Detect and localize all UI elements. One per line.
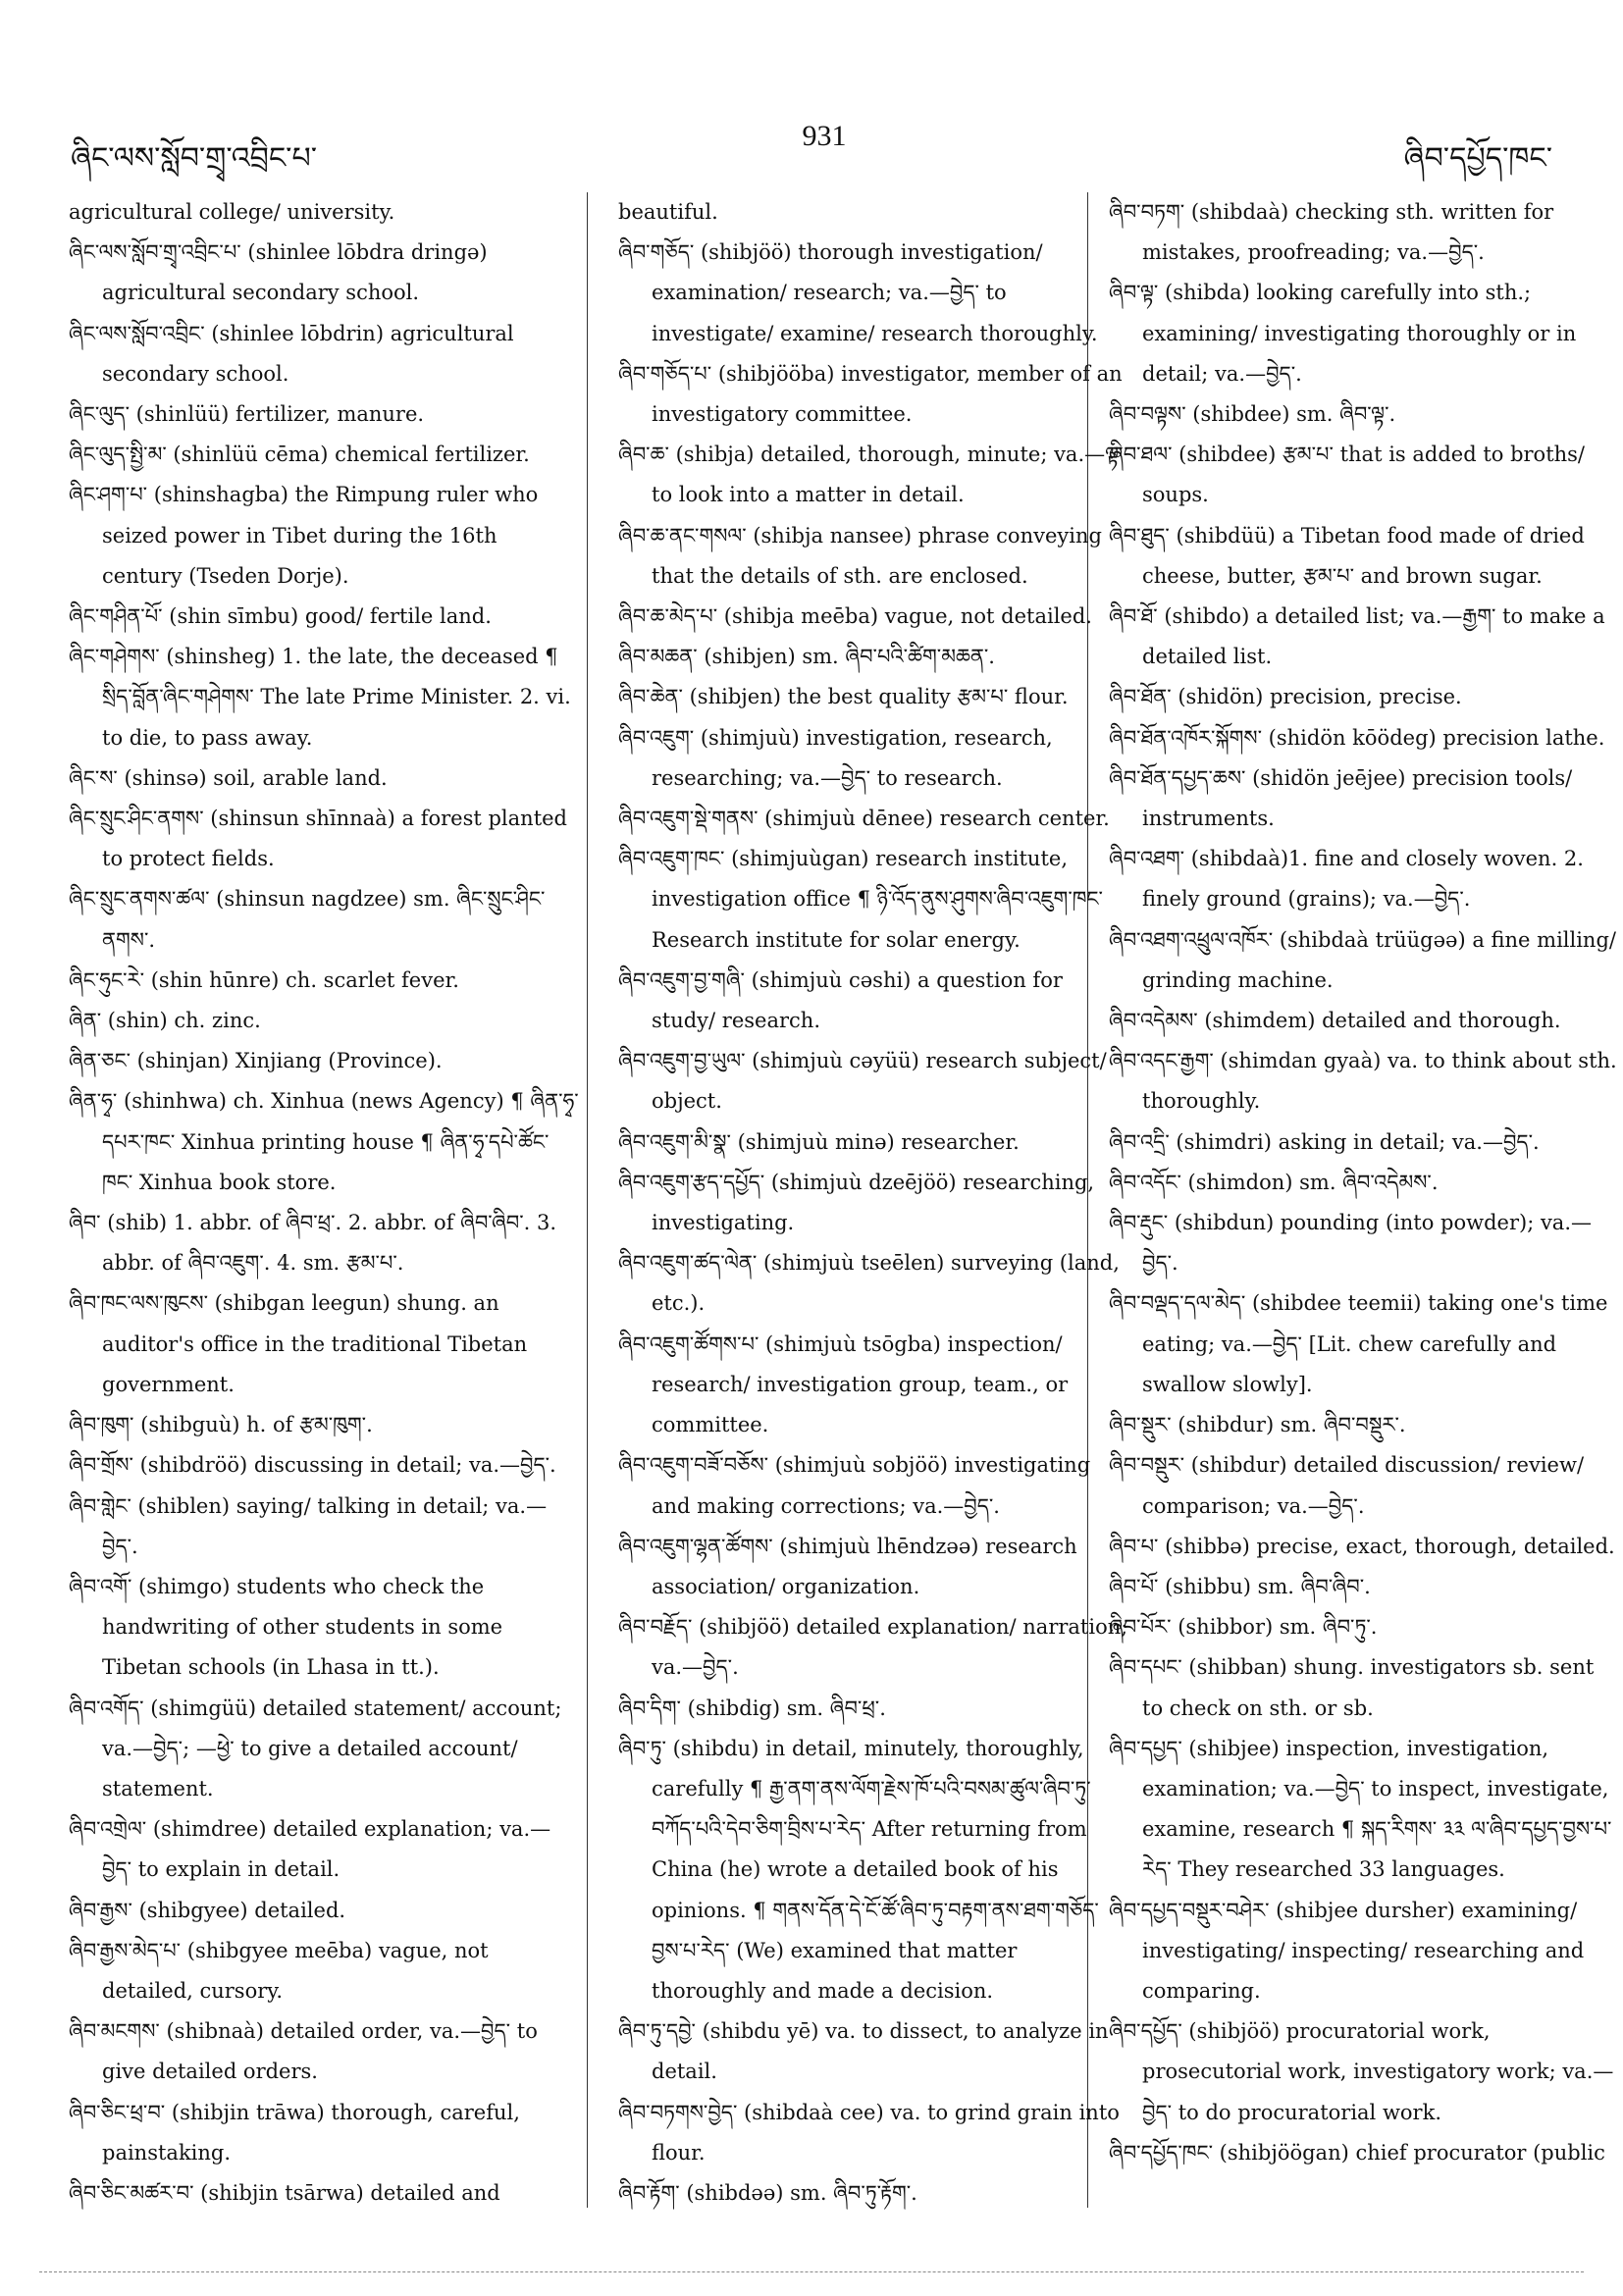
dictionary-entry: ཞིབ་འདྲི་ (shimdri) asking in detail; va.—བྱེད་. — [1109, 1129, 1540, 1154]
dictionary-entry: ཞིང་ལུད་སྤྱི་མ་ (shinlüü cēma) chemical fertilizer. — [69, 443, 530, 467]
dictionary-entry: ཞིབ་ལྟ་ (shibda) looking carefully into sth.; examining/ investigating thoroughly or in detail; va.—བྱེད་. — [1109, 281, 1577, 386]
dictionary-entry: ཞིབ་ཐོ་ (shibdo) a detailed list; va.—རྒྱག་ to make a detailed list. — [1109, 604, 1605, 669]
dictionary-entry: ཞིབ་འགོད་ (shimgüü) detailed statement/ account; va.—བྱེད་; —ཕྱེ་ to give a detailed account/ statement. — [69, 1696, 562, 1800]
dictionary-entry: ཞིབ་ཏུ་དབྱེ་ (shibdu yē) va. to dissect, to analyze in detail. — [618, 2019, 1109, 2084]
dictionary-entry: ཞིང་ལས་སློབ་འབྲིང་ (shinlee lōbdrin) agricultural secondary school. — [69, 321, 514, 386]
dictionary-entry: ཞིབ་འཇུག་བྱ་ཡུལ་ (shimjuù cəyüü) research subject/ object. — [618, 1049, 1107, 1114]
dictionary-entry: ཞིབ་ཐོན་དཔྱད་ཆས་ (shidön jeējee) precision tools/ instruments. — [1109, 765, 1573, 831]
dictionary-entry: ཞིབ་ཆ་མེད་པ་ (shibja meēba) vague, not detailed. — [618, 604, 1092, 629]
header-left-guideword: ཞིང་ལས་སློབ་གྲྭ་འབྲིང་པ་ — [71, 141, 318, 176]
dictionary-entry: ཞིང་ཤག་པ་ (shinshagba) the Rimpung ruler who seized power in Tibet during the 16th century (Tseden Dorje). — [69, 483, 539, 588]
dictionary-entry: ཞིབ་བཏག་ (shibdaà) checking sth. written for mistakes, proofreading; va.—བྱེད་. — [1109, 200, 1554, 265]
dictionary-entry: ཞིབ་རྒྱས་མེད་པ་ (shibgyee meēba) vague, not detailed, cursory. — [69, 1938, 489, 2003]
dictionary-entry: ཞིན་ (shin) ch. zinc. — [69, 1009, 261, 1033]
dictionary-entry: ཞིང་ལས་སློབ་གྲྭ་འབྲིང་པ་ (shinlee lōbdra dringə) agricultural secondary school. — [69, 240, 488, 305]
dictionary-entry: ཞིབ་འཇུག་ཁང་ (shimjuùgan) research institute, investigation office ¶ ཉི་འོད་ནུས་ཤུགས་ཞིབ་འཇུག་ཁང་ Research institute for solar energy. — [618, 847, 1103, 952]
page-bottom-rule — [39, 2271, 1584, 2272]
dictionary-entry: ཞིབ་བཏགས་བྱེད་ (shibdaà cee) va. to grind grain into flour. — [618, 2100, 1120, 2165]
page-number: 931 — [802, 120, 847, 152]
dictionary-entry: ཞིབ་པོ་ (shibbu) sm. ཞིབ་ཞིབ་. — [1109, 1574, 1371, 1598]
dictionary-entry: ཞིན་ཅང་ (shinjan) Xinjiang (Province). — [69, 1049, 443, 1073]
dictionary-entry: ཞིབ་མངགས་ (shibnaà) detailed order, va.—བྱེད་ to give detailed orders. — [69, 2019, 538, 2084]
dictionary-entry: ཞིབ་འཇུག་རྩད་དཔྱོད་ (shimjuù dzeējöö) researching, investigating. — [618, 1170, 1095, 1235]
dictionary-entry: ཞིང་ཧུང་རེ་ (shin hūnre) ch. scarlet fever. — [69, 967, 459, 992]
dictionary-entry: ཞིབ་སྡུར་ (shibdur) sm. ཞིབ་བསྡུར་. — [1109, 1413, 1406, 1437]
dictionary-entry: ཞིབ་རྒྱས་ (shibgyee) detailed. — [69, 1898, 346, 1922]
dictionary-entry: ཞིབ་དིག་ (shibdig) sm. ཞིབ་ཕྲ་. — [618, 1696, 886, 1720]
dictionary-entry: ཞིབ་འཇུག་མི་སྣ་ (shimjuù minə) researcher. — [618, 1129, 1020, 1154]
dictionary-column-3 — [1109, 192, 1619, 2218]
dictionary-entry: ཞིབ་ཁང་ལས་ཁུངས་ (shibgan leegun) shung. an auditor's office in the traditional Tibetan government. — [69, 1291, 528, 1396]
dictionary-entry: ཞིབ་ཁུག་ (shibguù) h. of རྩམ་ཁུག་. — [69, 1413, 373, 1437]
dictionary-entry: ཞིབ་དཔྱོད་ཁང་ (shibjöögan) chief procurator (public — [1109, 2140, 1605, 2165]
dictionary-entry: ཞིབ་རྡུང་ (shibdun) pounding (into powder); va.—བྱེད་. — [1109, 1211, 1592, 1276]
dictionary-entry: ཞིབ་གཅོད་པ་ (shibjööba) investigator, member of an investigatory committee. — [618, 361, 1123, 427]
dictionary-entry: ཞིབ་འདེམས་ (shimdem) detailed and thorough. — [1109, 1009, 1561, 1033]
dictionary-entry: beautiful. — [618, 200, 718, 224]
dictionary-entry: ཞིབ་དཔྱད་ (shibjee) inspection, investigation, examination; va.—བྱེད་ to inspect, investigate, examine, research ¶ སྐད་རིགས་ ༣༣ ལ་ཞིབ་དཔྱད་བྱས་པ་རེད་ They researched 33 languages. — [1109, 1736, 1612, 1882]
dictionary-entry: ཞིབ་འཐག་ (shibdaà)1. fine and closely woven. 2. finely ground (grains); va.—བྱེད་. — [1109, 847, 1584, 912]
dictionary-entry: ཞིན་ཧྭ་ (shinhwa) ch. Xinhua (news Agency) ¶ ཞིན་ཧྭ་དཔར་ཁང་ Xinhua printing house ¶ ཞིན་ཧྭ་དཔེ་ཚོང་ཁང་ Xinhua book store. — [69, 1089, 579, 1194]
dictionary-entry: ཞིབ་བརྗོད་ (shibjöö) detailed explanation/ narration; va.—བྱེད་. — [618, 1615, 1128, 1680]
dictionary-entry: ཞིང་ལུད་ (shinlüü) fertilizer, manure. — [69, 402, 425, 427]
dictionary-column-1 — [69, 192, 579, 2218]
dictionary-entry: ཞིབ་འཇུག་སྡེ་གནས་ (shimjuù dēnee) research center. — [618, 807, 1110, 831]
dictionary-entry: ཞིབ་བསྡུར་ (shibdur) detailed discussion/ review/ comparison; va.—བྱེད་. — [1109, 1453, 1585, 1518]
dictionary-entry: ཞིབ་ཆ་ (shibja) detailed, thorough, minute; va.—ལྟ་ to look into a matter in detail. — [618, 443, 1124, 507]
dictionary-entry: ཞིབ་རྟོག་ (shibdəə) sm. ཞིབ་ཏུ་རྟོག་. — [618, 2180, 917, 2205]
dictionary-entry: ཞིབ་འཐག་འཕྲུལ་འཁོར་ (shibdaà trüügəə) a fine milling/ grinding machine. — [1109, 927, 1616, 992]
dictionary-entry: ཞིང་སྲུང་ནགས་ཚལ་ (shinsun nagdzee) sm. ཞིང་སྲུང་ཤིང་ནགས་. — [69, 887, 546, 952]
dictionary-entry: ཞིབ་འཇུག་བཟོ་བཅོས་ (shimjuù sobjöö) investigating and making corrections; va.—བྱེད་. — [618, 1453, 1091, 1518]
dictionary-entry: ཞིབ་པོར་ (shibbor) sm. ཞིབ་ཏུ་. — [1109, 1615, 1378, 1640]
dictionary-entry: ཞིང་ས་ (shinsə) soil, arable land. — [69, 765, 388, 790]
dictionary-entry: ཞིབ་ཅིང་ཕྲ་བ་ (shibjin trāwa) thorough, careful, painstaking. — [69, 2100, 520, 2165]
dictionary-entry: ཞིབ་བལྟས་ (shibdee) sm. ཞིབ་ལྟ་. — [1109, 402, 1396, 427]
dictionary-entry: ཞིབ་གཅོད་ (shibjöö) thorough investigation/ examination/ research; va.—བྱེད་ to investigate/ examine/ research thoroughly. — [618, 240, 1098, 345]
dictionary-entry: ཞིབ་འགྲེལ་ (shimdree) detailed explanation; va.—བྱེད་ to explain in detail. — [69, 1817, 551, 1882]
dictionary-entry: ཞིབ་མཆན་ (shibjen) sm. ཞིབ་པའི་ཚིག་མཆན་. — [618, 645, 995, 669]
dictionary-entry: ཞིབ་དཔྱད་བསྡུར་བཤེར་ (shibjee dursher) examining/ investigating/ inspecting/ researching and comparing. — [1109, 1898, 1585, 2003]
dictionary-entry: agricultural college/ university. — [69, 200, 395, 224]
dictionary-entry: ཞིབ་འདོང་ (shimdon) sm. ཞིབ་འདེམས་. — [1109, 1170, 1439, 1194]
dictionary-entry: ཞིབ་ཏུ་ (shibdu) in detail, minutely, thoroughly, carefully ¶ རྒྱ་ནག་ནས་ལོག་རྗེས་ཁོ་པའི་བསམ་ཚུལ་ཞིབ་ཏུ་བཀོད་པའི་དེབ་ཅིག་བྲིས་པ་རེད་ After returning from China (he) wrote a detailed book of his opinions. ¶ གནས་དོན་དེ་ངོ་ཚོ་ཞིབ་ཏུ་བརྟག་ནས་ཐག་གཅོད་བྱས་པ་རེད་ (We) examined that matter thoroughly and made a decision. — [618, 1736, 1099, 2003]
dictionary-entry: ཞིབ་ཐོན་ (shidön) precision, precise. — [1109, 685, 1462, 709]
dictionary-entry: ཞིབ་འཇུག་ཚོགས་པ་ (shimjuù tsōgba) inspection/ research/ investigation group, team., or committee. — [618, 1331, 1069, 1437]
dictionary-entry: ཞིབ་དཔྱོད་ (shibjöö) procuratorial work, prosecutorial work, investigatory work; va.—བྱེད་ to do procuratorial work. — [1109, 2019, 1614, 2124]
dictionary-entry: ཞིབ་ཐོན་འཁོར་སྐོགས་ (shidön kōödeg) precision lathe. — [1109, 725, 1605, 750]
column-divider — [587, 192, 588, 2208]
dictionary-entry: ཞིབ་འདང་རྒྱག་ (shimdan gyaà) va. to think about sth. thoroughly. — [1109, 1049, 1617, 1114]
dictionary-entry: ཞིབ་པ་ (shibbə) precise, exact, thorough, detailed. — [1109, 1534, 1615, 1558]
dictionary-entry: ཞིབ་གླེང་ (shiblen) saying/ talking in detail; va.—བྱེད་. — [69, 1493, 548, 1558]
dictionary-entry: ཞིང་སྲུང་ཤིང་ནགས་ (shinsun shīnnaà) a forest planted to protect fields. — [69, 807, 568, 871]
dictionary-entry: ཞིབ་བལྡད་དལ་མེད་ (shibdee teemii) taking one's time eating; va.—བྱེད་ [Lit. chew carefully and swallow slowly]. — [1109, 1291, 1608, 1396]
dictionary-entry: ཞིབ་ཆེན་ (shibjen) the best quality རྩམ་པ་ flour. — [618, 685, 1069, 709]
dictionary-entry: ཞིབ་ཆ་ནང་གསལ་ (shibja nansee) phrase conveying that the details of sth. are enclosed. — [618, 523, 1102, 588]
dictionary-column-2 — [618, 192, 1128, 2218]
dictionary-entry: ཞིབ་ (shib) 1. abbr. of ཞིབ་ཕྲ་. 2. abbr. of ཞིབ་ཞིབ་. 3. abbr. of ཞིབ་འཇུག་. 4. sm. རྩམ་པ་. — [69, 1211, 557, 1276]
dictionary-entry: ཞིབ་འགོ་ (shimgo) students who check the handwriting of other students in some Tibetan schools (in Lhasa in tt.). — [69, 1574, 503, 1680]
dictionary-entry: ཞིབ་འཇུག་ཚད་ལེན་ (shimjuù tseēlen) surveying (land, etc.). — [618, 1251, 1120, 1316]
dictionary-entry: ཞིབ་གྲོས་ (shibdröö) discussing in detail; va.—བྱེད་. — [69, 1453, 556, 1478]
dictionary-entry: ཞིབ་ཐུད་ (shibdüü) a Tibetan food made of dried cheese, butter, རྩམ་པ་ and brown sugar. — [1109, 523, 1585, 588]
dictionary-entry: ཞིབ་འཇུག་ལྷན་ཚོགས་ (shimjuù lhēndzəə) research association/ organization. — [618, 1534, 1077, 1598]
dictionary-entry: ཞིབ་ཐལ་ (shibdee) རྩམ་པ་ that is added to broths/ soups. — [1109, 443, 1586, 507]
dictionary-entry: ཞིབ་དཔང་ (shibban) shung. investigators sb. sent to check on sth. or sb. — [1109, 1655, 1595, 1720]
header-right-guideword: ཞིབ་དཔྱོད་ཁང་ — [1403, 141, 1552, 176]
dictionary-entry: ཞིབ་འཇུག་ (shimjuù) investigation, research, researching; va.—བྱེད་ to research. — [618, 725, 1053, 790]
dictionary-entry: ཞིང་གཤེགས་ (shinsheg) 1. the late, the deceased ¶ སྲིད་བློན་ཞིང་གཤེགས་ The late Prime Minister. 2. vi. to die, to pass away. — [69, 645, 571, 750]
dictionary-entry: ཞིབ་ཅིང་མཚར་བ་ (shibjin tsārwa) detailed and — [69, 2180, 500, 2205]
dictionary-entry: ཞིང་གཤིན་པོ་ (shin sīmbu) good/ fertile land. — [69, 604, 492, 629]
dictionary-entry: ཞིབ་འཇུག་བྱ་གཞི་ (shimjuù cəshi) a question for study/ research. — [618, 967, 1063, 1033]
